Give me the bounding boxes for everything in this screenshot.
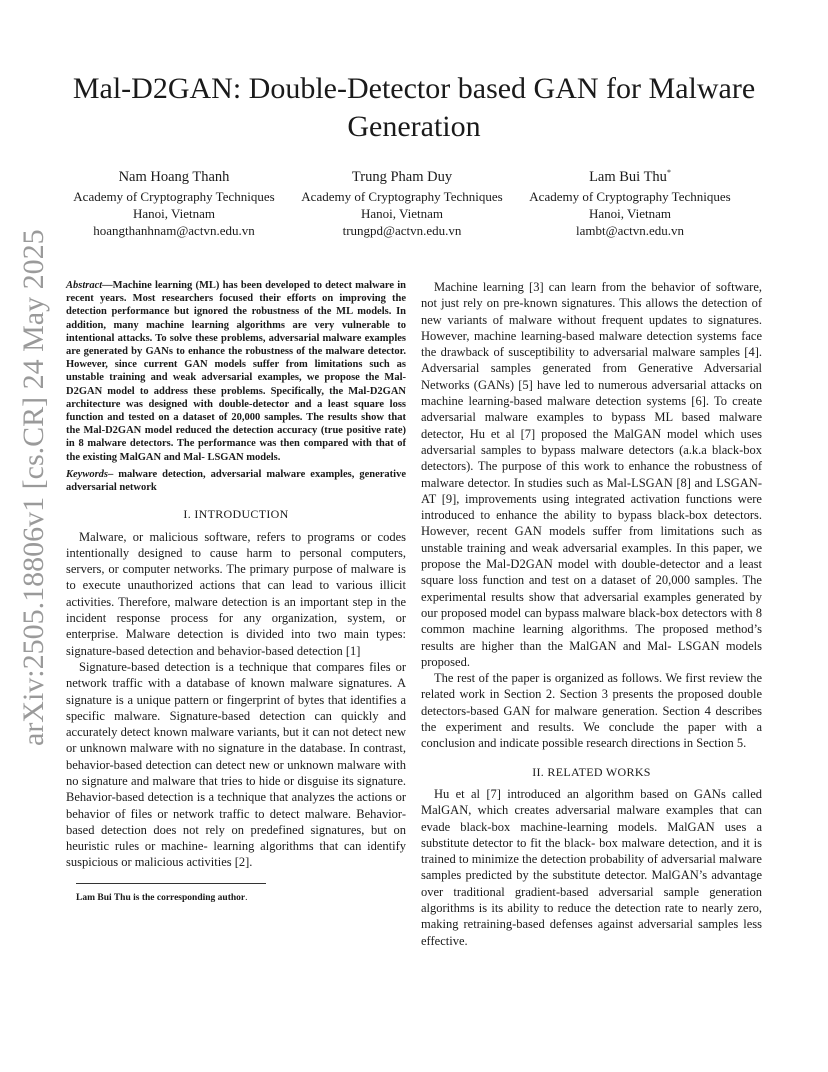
abstract: Abstract—Machine learning (ML) has been developed to detect malware in recent years. Most researchers focused their efforts on improving the detection performance but ignored the robustness of the ML models. In addition, many machine learning algorithms are very vulnerable to intentional attacks. To solve these problems, adversarial malware examples are generated by GANs to enhance the robustness of the malware detector. However, since current GAN models suffer from limitations such as unstable training and weak adversarial examples, we propose the Mal-D2GAN model to address these problems. Specifically, the Mal-D2GAN architecture was designed with double-detector and a least square loss function and tested on a dataset of 20,000 samples. The results show that the Mal-D2GAN model reduced the detection accuracy (true positive rate) in 8 malware detectors. The performance was then compared with that of the existing MalGAN and Mal- LSGAN models. <box>66 280 406 463</box>
author-location: Hanoi, Vietnam <box>132 205 216 221</box>
keywords: Keywords– malware detection, adversarial malware examples, generative adversarial network <box>66 468 406 494</box>
author-location: Hanoi, Vietnam <box>360 205 444 221</box>
author-email: trungpd@actvn.edu.vn <box>342 222 462 238</box>
author-location: Hanoi, Vietnam <box>588 205 672 221</box>
author-affiliation: Academy of Cryptography Techniques <box>73 188 275 204</box>
footnote: Lam Bui Thu is the corresponding author. <box>76 892 248 903</box>
paragraph: The rest of the paper is organized as follows. We first review the related work in Section 2. Section 3 presents the proposed double detectors-based GAN for malware generation. Section 4 describes the experiment and results. We conclude the paper with a conclusion and indicate possible research directions in Section 5. <box>421 671 762 751</box>
paragraph: Signature-based detection is a technique that compares files or network traffic with a database of known malware signatures. A signature is a unique pattern or fingerprint of bytes that identifies a specific malware. Signature-based detection can quickly and accurately detect known malware variants, but it can not detect new or unknown malware with no signature in the database. In contrast, behavior-based detection can detect new or unknown malware with no signature and malware that tries to hide or disguise its signature. Behavior-based detection is a technique that analyzes the actions or behavior of files or network traffic to detect malware. Behavior-based detection does not rely on predefined signatures, but on heuristic rules or machine- learning algorithms that can identify suspicious or malicious activities [2]. <box>66 659 406 870</box>
section-heading-introduction: I. INTRODUCTION <box>183 507 289 522</box>
author-name: Trung Pham Duy <box>351 168 453 185</box>
author-affiliation: Academy of Cryptography Techniques <box>301 188 503 204</box>
arxiv-identifier: arXiv:2505.18806v1 [cs.CR] 24 May 2025 <box>17 229 50 746</box>
paper-title: Mal-D2GAN: Double-Detector based GAN for Malware Generation <box>72 72 756 143</box>
author-affiliation: Academy of Cryptography Techniques <box>529 188 731 204</box>
section-heading-related-works: II. RELATED WORKS <box>532 764 651 779</box>
author-block <box>60 163 780 239</box>
author-name: Nam Hoang Thanh <box>118 168 230 185</box>
paragraph: Malware, or malicious software, refers to programs or codes intentionally designed to cause harm to personal computers, servers, or computer networks. The primary purpose of malware is to execute unauthorized actions that can lead to various illicit activities. Therefore, malware detection is an important step in the incident response process for any organization, system, or enterprise. Malware detection is divided into two main types: signature-based detection and behavior-based detection [1] <box>66 529 406 658</box>
author-2 <box>288 163 516 239</box>
author-3 <box>516 163 744 239</box>
paragraph: Machine learning [3] can learn from the behavior of software, not just rely on pre-known signatures. This allows the detection of new variants of malware without frequent updates to signatures. However, machine learning-based malware detection systems face the drawback of susceptibility to adversarial malware samples [4]. Adversarial samples generated from Generative Adversarial Networks (GANs) [5] have led to numerous adversarial attacks on machine learning-based malware detection systems [6]. To create adversarial malware examples to bypass ML based malware detector, Hu et al [7] proposed the MalGAN model which uses adversarial samples to bypass malware detectors (a.k.a black-box detectors). The purpose of this work to enhance the robustness of malware detector. In studies such as Mal-LSGAN [8] and LSGAN- AT [9], improvements using integrated activation functions were introduced to enhance the ability to bypass black-box detectors. However, recent GAN models suffer from limitations such as unstable training and weak adversarial examples. In this paper, we propose the Mal-D2GAN model with double-detector and a least square loss function and test on a dataset of 20,000 samples. The experimental results show that adversarial examples generated by our proposed model can bypass malware black-box detectors with 8 common machine learning algorithms. The proposed method’s results are higher than the MalGAN and Mal- LSGAN models proposed. <box>421 280 762 669</box>
left-column <box>66 279 406 904</box>
paragraph: Hu et al [7] introduced an algorithm based on GANs called MalGAN, which creates adversarial malware examples that can evade black-box machine-learning models. MalGAN uses a substitute detector to fit the black- box malware detection, and it is trained to minimize the detection probability of adversarial malware samples predicted by the substitute detector. MalGAN’s advantage over traditional gradient-based adversarial sample generation algorithms is its ability to reduce the detection rate to nearly zero, making retraining-based defenses against adversarial samples less effective. <box>421 786 762 948</box>
footnote-divider <box>76 883 266 884</box>
right-column <box>421 279 762 949</box>
author-1 <box>60 163 288 239</box>
author-email: hoangthanhnam@actvn.edu.vn <box>93 222 255 238</box>
author-name: Lam Bui Thu* <box>589 168 671 185</box>
author-email: lambt@actvn.edu.vn <box>576 222 684 238</box>
